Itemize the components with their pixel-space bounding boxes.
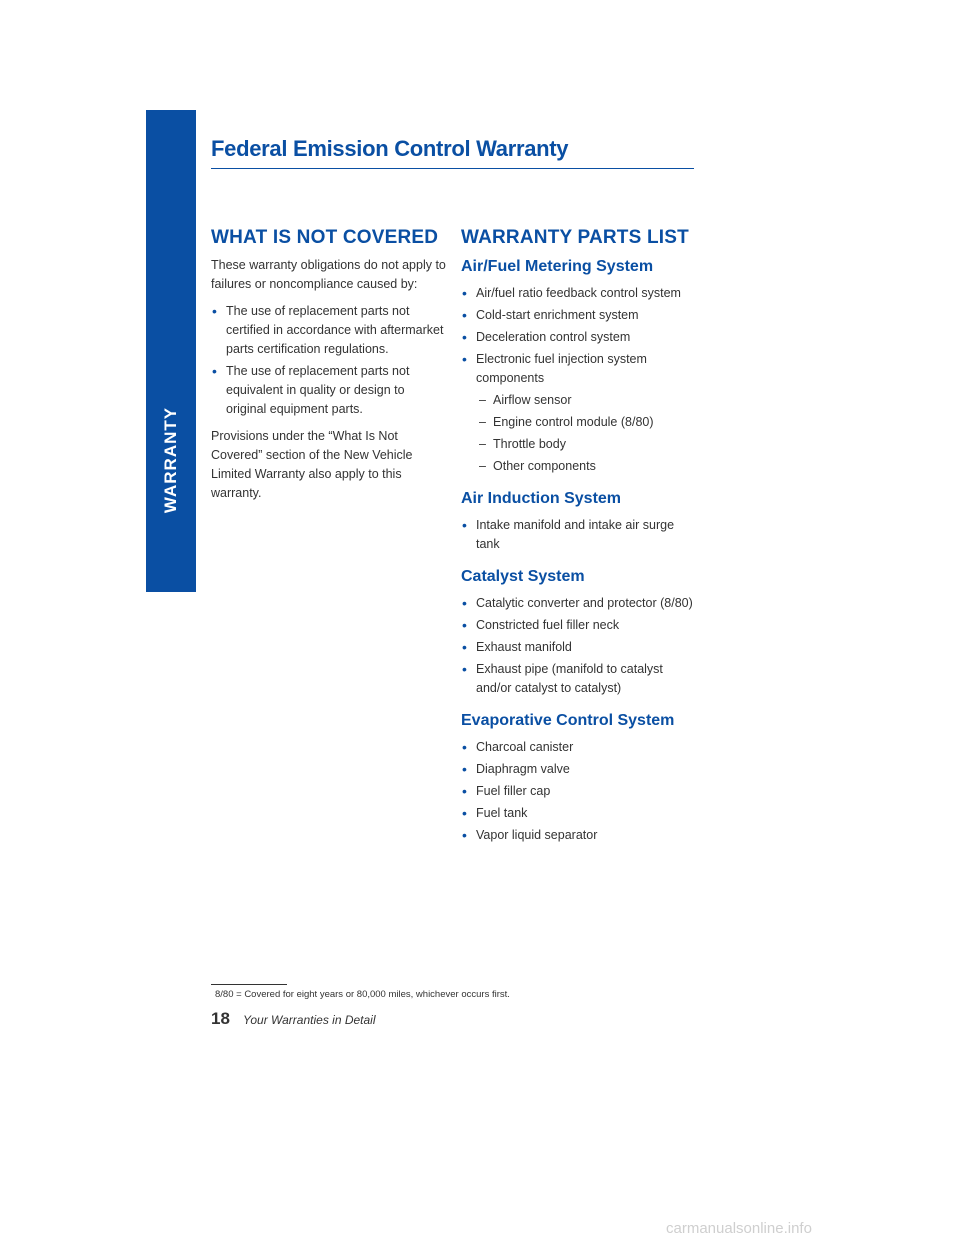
list-item: • The use of replacement parts not equivalent in quality or design to original equipment parts. [211, 362, 446, 419]
section-title-air-fuel: Air/Fuel Metering System [461, 258, 654, 275]
title-divider [211, 168, 694, 169]
air-induction-list [461, 516, 701, 554]
page-number: 18 [211, 1009, 230, 1028]
list-item: • Deceleration control system [461, 328, 701, 347]
section-title-air-induction: Air Induction System [461, 490, 622, 507]
sub-list [476, 391, 701, 476]
left-column [211, 226, 446, 511]
footnote-divider [211, 984, 287, 985]
catalyst-list [461, 594, 701, 698]
list-item: • Exhaust pipe (manifold to catalyst and/or catalyst to catalyst) [461, 660, 701, 698]
not-covered-intro: These warranty obligations do not apply to failures or noncompliance caused by: [211, 258, 446, 291]
parts-list-heading: WARRANTY PARTS LIST [461, 227, 689, 248]
list-item: • Air/fuel ratio feedback control system [461, 284, 701, 303]
list-item: • The use of replacement parts not certified in accordance with aftermarket parts certification regulations. [211, 302, 446, 359]
not-covered-heading: WHAT IS NOT COVERED [211, 227, 439, 248]
page-title: Federal Emission Control Warranty [211, 136, 569, 161]
side-tab [146, 110, 196, 592]
sub-list-item: – Engine control module (8/80) [476, 413, 701, 432]
side-tab-label: WARRANTY [161, 406, 180, 514]
list-item: • Fuel tank [461, 804, 701, 823]
list-item: • Fuel filler cap [461, 782, 701, 801]
list-item: • Cold-start enrichment system [461, 306, 701, 325]
section-title-evaporative: Evaporative Control System [461, 712, 675, 729]
sub-list-item: – Other components [476, 457, 701, 476]
running-title: Your Warranties in Detail [243, 1013, 376, 1027]
sub-list-item: – Airflow sensor [476, 391, 701, 410]
list-item: • Constricted fuel filler neck [461, 616, 701, 635]
list-item-text: Electronic fuel injection system components [476, 352, 647, 385]
not-covered-outro: Provisions under the “What Is Not Covered” section of the New Vehicle Limited Warranty also apply to this warranty. [211, 429, 413, 500]
evaporative-list [461, 738, 701, 845]
section-title-catalyst: Catalyst System [461, 568, 585, 585]
footnote: 8/80 = Covered for eight years or 80,000 miles, whichever occurs first. [215, 989, 510, 1000]
watermark: carmanualsonline.info [666, 1220, 812, 1237]
list-item: • Catalytic converter and protector (8/80) [461, 594, 701, 613]
list-item: • Charcoal canister [461, 738, 701, 757]
list-item: • Vapor liquid separator [461, 826, 701, 845]
sub-list-item: – Throttle body [476, 435, 701, 454]
right-column [461, 226, 701, 853]
air-fuel-list [461, 284, 701, 476]
list-item: • Exhaust manifold [461, 638, 701, 657]
list-item [461, 350, 701, 476]
not-covered-list [211, 302, 446, 419]
list-item: • Intake manifold and intake air surge tank [461, 516, 701, 554]
list-item: • Diaphragm valve [461, 760, 701, 779]
